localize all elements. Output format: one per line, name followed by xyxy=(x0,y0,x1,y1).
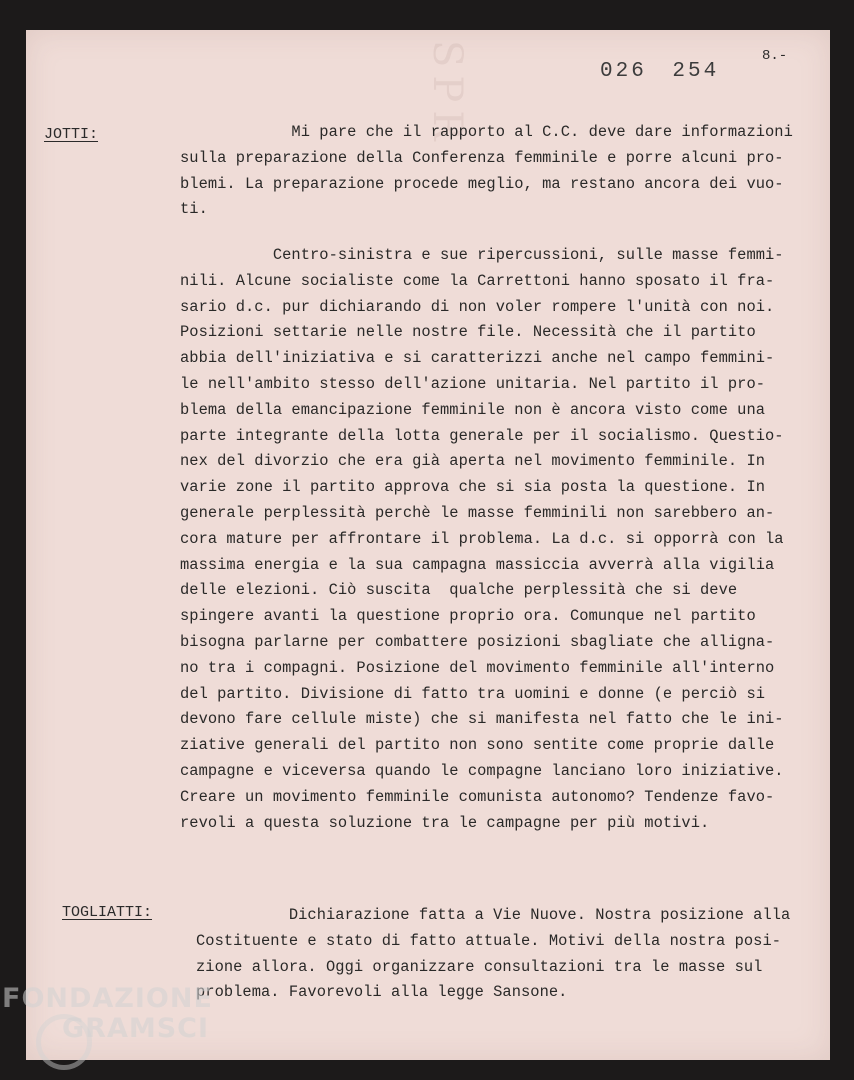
archive-number: 026 254 xyxy=(600,60,720,83)
page-number: 8.- xyxy=(762,48,788,64)
jotti-paragraph-2: Centro-sinistra e sue ripercussioni, sulle masse femmi- nili. Alcune socialiste come la Carrettoni hanno sposato il fra- sario d.c. pur dichiarando di non voler rompere l'unità con noi. Posizioni settarie nelle nostre file. Necessità che il partito abbia dell'iniziativa e si caratterizzi anche nel campo femmini- le nell'ambito stesso dell'azione unitaria. Nel partito il pro- blema della emancipazione femminile non è ancora visto come una parte integrante della lotta generale per il socialismo. Questio- nex del divorzio che era già aperta nel movimento femminile. In varie zone il partito approva che si sia posta la questione. In generale perplessità perchè le masse femminili non sarebbero an- cora mature per affrontare il problema. La d.c. si opporrà con la massima energia e la sua campagna massiccia avverrà alla vigilia delle elezioni. Ciò suscita qualche perplessità che si deve spingere avanti la questione proprio ora. Comunque nel partito bisogna parlarne per combattere posizioni sbagliate che alligna- no tra i compagni. Posizione del movimento femminile all'interno del partito. Divisione di fatto tra uomini e donne (e perciò si devono fare cellule miste) che si manifesta nel fatto che le ini- ziative generali del partito non sono sentite come proprie dalle campagne e viceversa quando le compagne lanciano loro iniziative. Creare un movimento femminile comunista autonomo? Tendenze favo- revoli a questa soluzione tra le campagne per più motivi. xyxy=(180,246,784,832)
watermark-line-2: GRAMSCI xyxy=(62,1013,210,1044)
archive-stamp-watermark: SPR xyxy=(424,40,470,149)
fondazione-watermark xyxy=(2,984,213,1044)
jotti-paragraph-1: Mi pare che il rapporto al C.C. deve dare informazioni sulla preparazione della Conferenza femminile e porre alcuni pro- blemi. La preparazione procede meglio, ma restano ancora dei vuo- ti. xyxy=(180,123,793,219)
togliatti-paragraph-1: Dichiarazione fatta a Vie Nuove. Nostra posizione alla Costituente e stato di fatto attuale. Motivi della nostra posi- zione allora. Oggi organizzare consultazioni tra le masse sul problema. Favorevoli alla legge Sansone. xyxy=(196,906,791,1002)
speaker-jotti: JOTTI: xyxy=(44,126,99,143)
speaker-togliatti: TOGLIATTI: xyxy=(62,904,153,921)
watermark-line-1: FONDAZIONE xyxy=(2,983,213,1014)
